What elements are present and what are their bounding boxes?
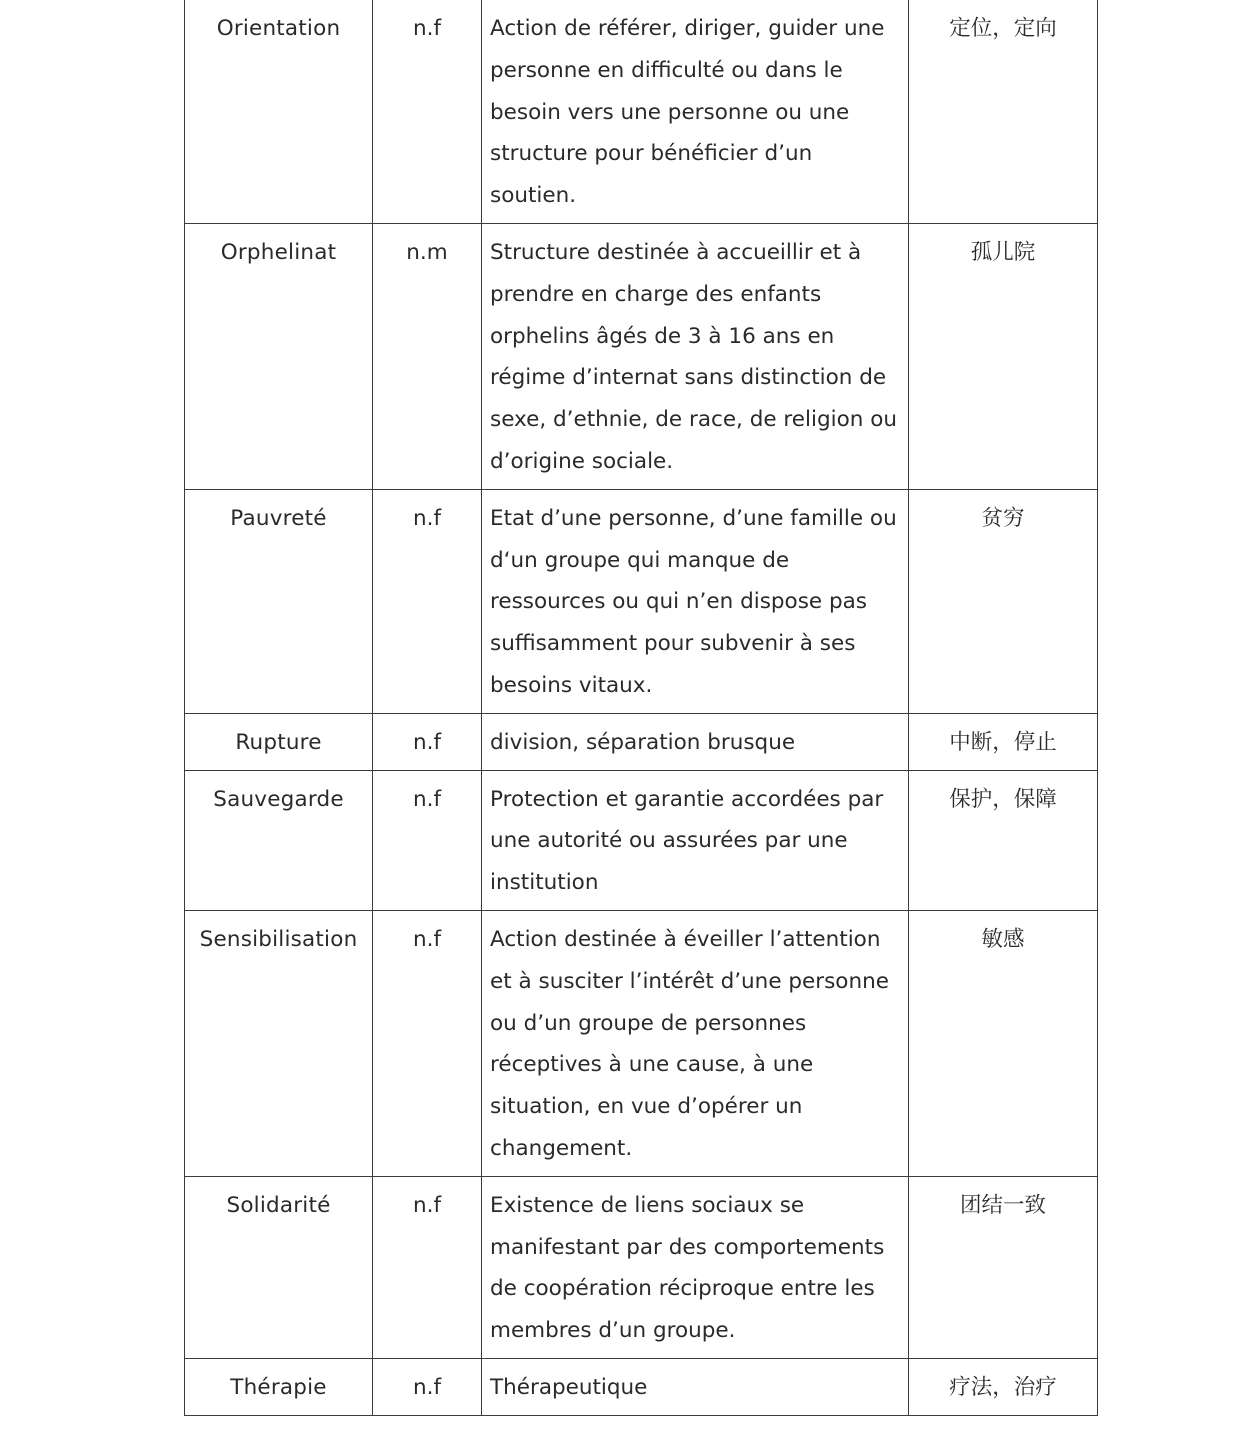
term-cell: Solidarité [185, 1176, 373, 1358]
term-cell: Orientation [185, 0, 373, 223]
table-row [185, 223, 1098, 489]
term-cell: Sauvegarde [185, 770, 373, 910]
part-of-speech-cell: n.f [373, 1176, 482, 1358]
chinese-translation-cell: 团结一致 [909, 1176, 1098, 1358]
table-row [185, 489, 1098, 713]
definition-cell: Protection et garantie accordées par une autorité ou assurées par une institution [482, 770, 909, 910]
chinese-translation-cell: 保护，保障 [909, 770, 1098, 910]
definition-cell: Existence de liens sociaux se manifestant par des comportements de coopération réciproque entre les membres d’un groupe. [482, 1176, 909, 1358]
table-row [185, 0, 1098, 223]
term-cell: Sensibilisation [185, 910, 373, 1176]
part-of-speech-cell: n.m [373, 223, 482, 489]
definition-cell: Etat d’une personne, d’une famille ou d‘un groupe qui manque de ressources ou qui n’en dispose pas suffisamment pour subvenir à ses besoins vitaux. [482, 489, 909, 713]
table-row [185, 1176, 1098, 1358]
term-cell: Thérapie [185, 1358, 373, 1415]
chinese-translation-cell: 疗法，治疗 [909, 1358, 1098, 1415]
chinese-translation-cell: 孤儿院 [909, 223, 1098, 489]
chinese-translation-cell: 定位，定向 [909, 0, 1098, 223]
part-of-speech-cell: n.f [373, 0, 482, 223]
term-cell: Pauvreté [185, 489, 373, 713]
table-row [185, 910, 1098, 1176]
part-of-speech-cell: n.f [373, 910, 482, 1176]
part-of-speech-cell: n.f [373, 770, 482, 910]
glossary-table [184, 0, 1098, 1416]
table-row [185, 1358, 1098, 1415]
definition-cell: Thérapeutique [482, 1358, 909, 1415]
definition-cell: Action destinée à éveiller l’attention et à susciter l’intérêt d’une personne ou d’un groupe de personnes réceptives à une cause, à une situation, en vue d’opérer un changement. [482, 910, 909, 1176]
table-row [185, 713, 1098, 770]
term-cell: Rupture [185, 713, 373, 770]
term-cell: Orphelinat [185, 223, 373, 489]
definition-cell: Structure destinée à accueillir et à prendre en charge des enfants orphelins âgés de 3 à 16 ans en régime d’internat sans distinction de sexe, d’ethnie, de race, de religion ou d’origine sociale. [482, 223, 909, 489]
part-of-speech-cell: n.f [373, 713, 482, 770]
chinese-translation-cell: 中断，停止 [909, 713, 1098, 770]
part-of-speech-cell: n.f [373, 489, 482, 713]
chinese-translation-cell: 敏感 [909, 910, 1098, 1176]
definition-cell: division, séparation brusque [482, 713, 909, 770]
table-row [185, 770, 1098, 910]
chinese-translation-cell: 贫穷 [909, 489, 1098, 713]
definition-cell: Action de référer, diriger, guider une personne en difficulté ou dans le besoin vers une personne ou une structure pour bénéficier d’un soutien. [482, 0, 909, 223]
part-of-speech-cell: n.f [373, 1358, 482, 1415]
